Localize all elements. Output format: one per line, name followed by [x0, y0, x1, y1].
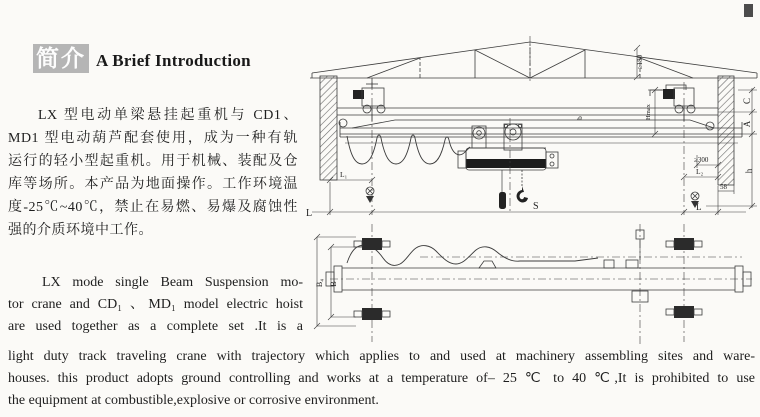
end-carriage-right — [650, 85, 695, 121]
section-badge-zh: 简介 — [33, 44, 89, 73]
dim-label-col-width: 58 — [720, 183, 727, 191]
footer-line: houses. this product adopts ground controlling and works at a temperature of– 25 ℃ to 40 ℃,It is prohibited to use — [8, 371, 755, 386]
dim-label-plan-outer: B₄ — [315, 278, 324, 288]
plan-bridge-beam — [326, 257, 752, 292]
plan-view — [314, 224, 752, 344]
zh-line: 运行的轻小型起重机。用于机械、装配及仓 — [8, 154, 298, 169]
zh-line: MD1 型电动葫芦配套使用，成为一种有轨 — [8, 131, 298, 146]
footer-line: light duty track traveling crane with trajectory which applies to and used at machinery assembling sites and ware- — [8, 349, 755, 364]
dim-label-clearance-top: ≥180 — [636, 54, 644, 70]
end-carriage-left — [353, 78, 385, 121]
zh-line: 强的介质环境中工作。 — [8, 223, 153, 238]
footer-line: the equipment at combustible,explosive or corrosive environment. — [8, 393, 379, 408]
crane-technical-drawing — [300, 0, 760, 350]
plan-festoon-cable — [347, 245, 598, 265]
bridge-beam — [339, 119, 742, 143]
festoon-cable — [347, 135, 470, 164]
intro-paragraph-zh — [8, 104, 298, 242]
dim-label-h: h — [744, 168, 754, 174]
zh-line: 度-25℃~40℃，禁止在易燃、易爆及腐蚀性 — [8, 200, 298, 215]
dim-label-a: A — [742, 120, 752, 128]
zh-line: LX 型电动单梁悬挂起重机与 CD1、 — [38, 108, 298, 123]
dim-label-c: C — [742, 97, 752, 105]
hook-icon — [517, 186, 528, 202]
dim-label-l1: L₁ — [340, 170, 348, 179]
building-column-right — [718, 76, 734, 185]
footer-paragraph-en — [8, 346, 755, 412]
section-title: A Brief Introduction — [96, 51, 251, 70]
dim-label-b-small: b — [576, 116, 584, 120]
pendant-controller — [499, 192, 506, 209]
intro-paragraph-en — [8, 272, 303, 338]
dim-label-plan-inner: B — [329, 281, 338, 287]
zh-line: 库等场所。本产品为地面操作。工作环境温 — [8, 177, 298, 192]
elevation-view — [306, 36, 757, 219]
electric-hoist — [458, 118, 558, 214]
en-line: are used together as a complete set .It is a — [8, 319, 303, 334]
en-line: LX mode single Beam Suspension mo- — [42, 275, 303, 290]
en-line: tor crane and CD₁ 、MD₁ model electric hoist — [8, 297, 303, 312]
dim-label-overhang-left: L — [306, 208, 313, 219]
dim-label-l2: L₂ — [696, 167, 704, 176]
elevation-dimensions — [312, 45, 757, 215]
building-column-left — [320, 76, 337, 180]
dim-label-headroom: Hmax — [645, 104, 652, 120]
section-header — [33, 44, 251, 73]
dim-label-span: S — [533, 201, 539, 212]
plan-center-fittings — [479, 230, 648, 302]
roof-truss — [310, 36, 757, 84]
rail-anchor-left — [366, 187, 374, 203]
dim-label-clearance-side: ≥300 — [694, 156, 709, 164]
dim-label-overhang-right: L — [696, 202, 702, 212]
